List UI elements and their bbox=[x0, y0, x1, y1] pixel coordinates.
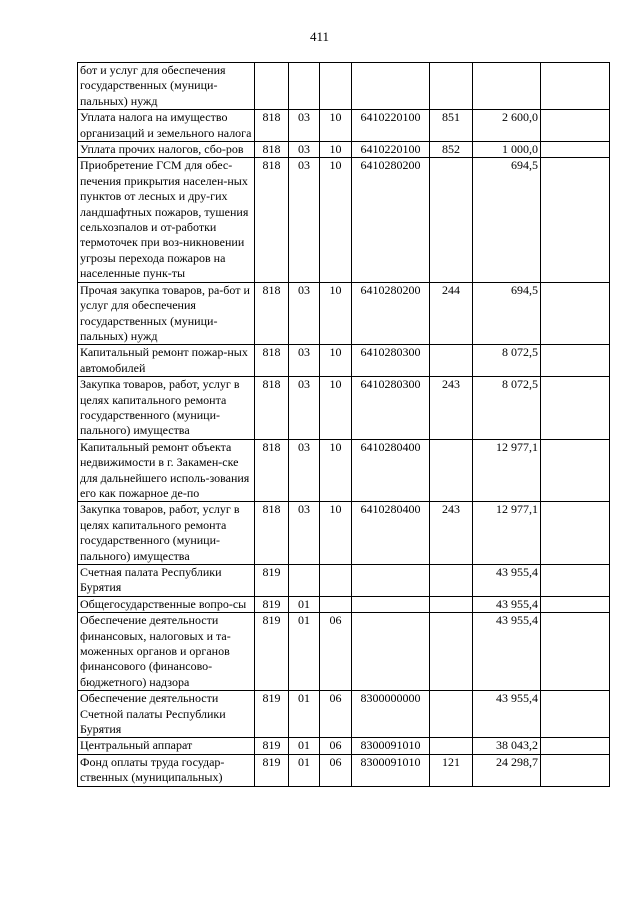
ministry-code-cell: 819 bbox=[255, 754, 289, 786]
amount-cell: 12 977,1 bbox=[473, 439, 541, 502]
ministry-code-cell: 818 bbox=[255, 282, 289, 345]
subsection-code-cell: 06 bbox=[320, 691, 352, 738]
item-name-cell: Закупка товаров, работ, услуг в целях капитального ремонта государственного (муници-пального) имущества bbox=[78, 377, 255, 440]
item-name-cell: Фонд оплаты труда государ-ственных (муниципальных) bbox=[78, 754, 255, 786]
target-article-cell: 6410280200 bbox=[352, 282, 430, 345]
table-row bbox=[78, 377, 610, 440]
item-name-cell: Капитальный ремонт объекта недвижимости в г. Закамен-ске для дальнейшего исполь-зования его как пожарное де-по bbox=[78, 439, 255, 502]
amount-cell: 8 072,5 bbox=[473, 377, 541, 440]
section-code-cell: 03 bbox=[289, 345, 320, 377]
section-code-cell bbox=[289, 63, 320, 110]
extra-cell bbox=[541, 142, 610, 158]
item-name-cell: Уплата прочих налогов, сбо-ров bbox=[78, 142, 255, 158]
item-name-cell: Обеспечение деятельности Счетной палаты Республики Бурятия bbox=[78, 691, 255, 738]
target-article-cell: 6410280300 bbox=[352, 345, 430, 377]
expense-type-cell: 244 bbox=[430, 282, 473, 345]
table-row bbox=[78, 565, 610, 597]
subsection-code-cell: 10 bbox=[320, 377, 352, 440]
extra-cell bbox=[541, 596, 610, 612]
expense-type-cell bbox=[430, 63, 473, 110]
subsection-code-cell bbox=[320, 565, 352, 597]
target-article-cell: 6410280400 bbox=[352, 439, 430, 502]
target-article-cell: 6410220100 bbox=[352, 110, 430, 142]
ministry-code-cell: 819 bbox=[255, 691, 289, 738]
section-code-cell: 03 bbox=[289, 439, 320, 502]
table-row bbox=[78, 142, 610, 158]
amount-cell: 8 072,5 bbox=[473, 345, 541, 377]
ministry-code-cell: 819 bbox=[255, 596, 289, 612]
target-article-cell bbox=[352, 63, 430, 110]
amount-cell: 12 977,1 bbox=[473, 502, 541, 565]
extra-cell bbox=[541, 282, 610, 345]
table-row bbox=[78, 439, 610, 502]
section-code-cell bbox=[289, 565, 320, 597]
expense-type-cell: 243 bbox=[430, 502, 473, 565]
subsection-code-cell: 06 bbox=[320, 754, 352, 786]
extra-cell bbox=[541, 738, 610, 754]
extra-cell bbox=[541, 377, 610, 440]
section-code-cell: 03 bbox=[289, 377, 320, 440]
amount-cell: 24 298,7 bbox=[473, 754, 541, 786]
ministry-code-cell: 818 bbox=[255, 377, 289, 440]
target-article-cell: 6410280200 bbox=[352, 158, 430, 282]
expense-type-cell bbox=[430, 565, 473, 597]
subsection-code-cell: 10 bbox=[320, 345, 352, 377]
extra-cell bbox=[541, 110, 610, 142]
subsection-code-cell: 10 bbox=[320, 439, 352, 502]
table-row bbox=[78, 345, 610, 377]
ministry-code-cell: 819 bbox=[255, 565, 289, 597]
target-article-cell bbox=[352, 613, 430, 691]
ministry-code-cell: 818 bbox=[255, 439, 289, 502]
amount-cell: 694,5 bbox=[473, 282, 541, 345]
amount-cell: 38 043,2 bbox=[473, 738, 541, 754]
target-article-cell: 6410220100 bbox=[352, 142, 430, 158]
expense-type-cell bbox=[430, 439, 473, 502]
table-row bbox=[78, 754, 610, 786]
ministry-code-cell: 819 bbox=[255, 738, 289, 754]
table-row bbox=[78, 502, 610, 565]
target-article-cell: 6410280300 bbox=[352, 377, 430, 440]
subsection-code-cell: 10 bbox=[320, 110, 352, 142]
table-row bbox=[78, 613, 610, 691]
table-row bbox=[78, 158, 610, 282]
amount-cell: 1 000,0 bbox=[473, 142, 541, 158]
extra-cell bbox=[541, 754, 610, 786]
table-row bbox=[78, 738, 610, 754]
extra-cell bbox=[541, 158, 610, 282]
ministry-code-cell: 818 bbox=[255, 110, 289, 142]
table-body bbox=[78, 63, 610, 787]
amount-cell: 43 955,4 bbox=[473, 613, 541, 691]
extra-cell bbox=[541, 691, 610, 738]
amount-cell: 2 600,0 bbox=[473, 110, 541, 142]
ministry-code-cell: 818 bbox=[255, 502, 289, 565]
item-name-cell: Капитальный ремонт пожар-ных автомобилей bbox=[78, 345, 255, 377]
target-article-cell: 6410280400 bbox=[352, 502, 430, 565]
section-code-cell: 03 bbox=[289, 282, 320, 345]
item-name-cell: Общегосударственные вопро-сы bbox=[78, 596, 255, 612]
subsection-code-cell: 06 bbox=[320, 613, 352, 691]
amount-cell: 43 955,4 bbox=[473, 691, 541, 738]
extra-cell bbox=[541, 502, 610, 565]
budget-table bbox=[77, 62, 610, 787]
section-code-cell: 01 bbox=[289, 754, 320, 786]
ministry-code-cell: 818 bbox=[255, 158, 289, 282]
subsection-code-cell: 10 bbox=[320, 158, 352, 282]
amount-cell bbox=[473, 63, 541, 110]
table-row bbox=[78, 282, 610, 345]
expense-type-cell: 243 bbox=[430, 377, 473, 440]
item-name-cell: Приобретение ГСМ для обес-печения прикрытия населен-ных пунктов от лесных и дру-гих ландшафтных пожаров, тушения сельхозпалов и от-работки термоточек при воз-никновении угрозы перехода пожаров на населенные пунк-ты bbox=[78, 158, 255, 282]
target-article-cell: 8300000000 bbox=[352, 691, 430, 738]
ministry-code-cell: 818 bbox=[255, 345, 289, 377]
section-code-cell: 01 bbox=[289, 738, 320, 754]
extra-cell bbox=[541, 565, 610, 597]
item-name-cell: Счетная палата Республики Бурятия bbox=[78, 565, 255, 597]
subsection-code-cell: 06 bbox=[320, 738, 352, 754]
item-name-cell: Закупка товаров, работ, услуг в целях капитального ремонта государственного (муници-пального) имущества bbox=[78, 502, 255, 565]
amount-cell: 694,5 bbox=[473, 158, 541, 282]
item-name-cell: бот и услуг для обеспечения государственных (муници-пальных) нужд bbox=[78, 63, 255, 110]
section-code-cell: 03 bbox=[289, 502, 320, 565]
extra-cell bbox=[541, 439, 610, 502]
ministry-code-cell: 819 bbox=[255, 613, 289, 691]
subsection-code-cell bbox=[320, 63, 352, 110]
subsection-code-cell: 10 bbox=[320, 502, 352, 565]
extra-cell bbox=[541, 63, 610, 110]
extra-cell bbox=[541, 345, 610, 377]
section-code-cell: 01 bbox=[289, 613, 320, 691]
target-article-cell: 8300091010 bbox=[352, 754, 430, 786]
subsection-code-cell: 10 bbox=[320, 142, 352, 158]
section-code-cell: 03 bbox=[289, 110, 320, 142]
expense-type-cell: 852 bbox=[430, 142, 473, 158]
target-article-cell bbox=[352, 565, 430, 597]
ministry-code-cell: 818 bbox=[255, 142, 289, 158]
expense-type-cell bbox=[430, 691, 473, 738]
target-article-cell bbox=[352, 596, 430, 612]
expense-type-cell bbox=[430, 158, 473, 282]
section-code-cell: 03 bbox=[289, 158, 320, 282]
expense-type-cell bbox=[430, 345, 473, 377]
ministry-code-cell bbox=[255, 63, 289, 110]
item-name-cell: Прочая закупка товаров, ра-бот и услуг для обеспечения государственных (муници-пальных) нужд bbox=[78, 282, 255, 345]
subsection-code-cell: 10 bbox=[320, 282, 352, 345]
amount-cell: 43 955,4 bbox=[473, 565, 541, 597]
table-row bbox=[78, 691, 610, 738]
amount-cell: 43 955,4 bbox=[473, 596, 541, 612]
expense-type-cell bbox=[430, 596, 473, 612]
page-number: 411 bbox=[309, 29, 330, 44]
expense-type-cell bbox=[430, 613, 473, 691]
item-name-cell: Обеспечение деятельности финансовых, налоговых и та-моженных органов и органов финансового (финансово-бюджетного) надзора bbox=[78, 613, 255, 691]
section-code-cell: 01 bbox=[289, 691, 320, 738]
expense-type-cell: 851 bbox=[430, 110, 473, 142]
expense-type-cell: 121 bbox=[430, 754, 473, 786]
section-code-cell: 01 bbox=[289, 596, 320, 612]
section-code-cell: 03 bbox=[289, 142, 320, 158]
table-row bbox=[78, 63, 610, 110]
item-name-cell: Центральный аппарат bbox=[78, 738, 255, 754]
subsection-code-cell bbox=[320, 596, 352, 612]
expense-type-cell bbox=[430, 738, 473, 754]
item-name-cell: Уплата налога на имущество организаций и земельного налога bbox=[78, 110, 255, 142]
table-row bbox=[78, 110, 610, 142]
target-article-cell: 8300091010 bbox=[352, 738, 430, 754]
extra-cell bbox=[541, 613, 610, 691]
table-row bbox=[78, 596, 610, 612]
